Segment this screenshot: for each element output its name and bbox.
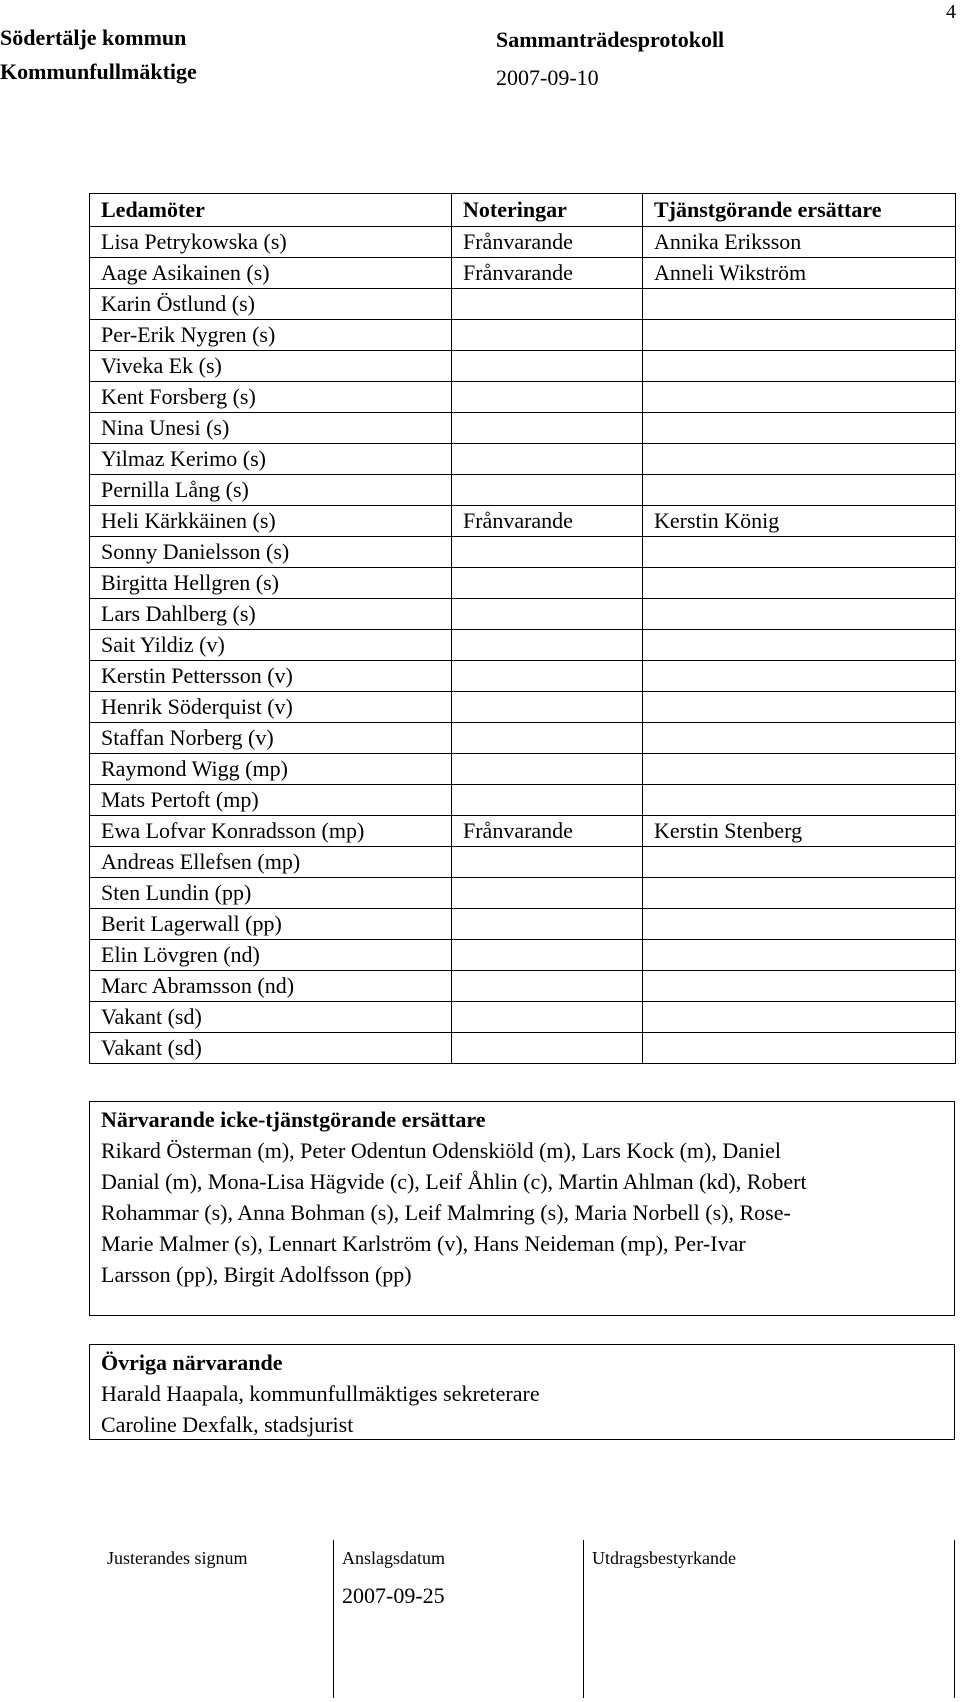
member-name: Karin Östlund (s) — [90, 289, 452, 320]
member-note — [452, 878, 643, 909]
member-name: Elin Lövgren (nd) — [90, 940, 452, 971]
member-name: Henrik Söderquist (v) — [90, 692, 452, 723]
member-name: Sonny Danielsson (s) — [90, 537, 452, 568]
table-row — [90, 847, 956, 878]
member-substitute — [643, 568, 956, 599]
member-substitute: Anneli Wikström — [643, 258, 956, 289]
member-name: Per-Erik Nygren (s) — [90, 320, 452, 351]
member-substitute — [643, 785, 956, 816]
member-note — [452, 537, 643, 568]
table-row — [90, 475, 956, 506]
extract-certification-cell — [583, 1540, 955, 1698]
table-row — [90, 692, 956, 723]
other-present-line: Caroline Dexfalk, stadsjurist — [101, 1412, 354, 1437]
member-note — [452, 940, 643, 971]
members-table-body — [90, 227, 956, 1064]
member-name: Kerstin Pettersson (v) — [90, 661, 452, 692]
document-type: Sammanträdesprotokoll — [496, 27, 725, 52]
meeting-date: 2007-09-10 — [496, 65, 599, 90]
table-row — [90, 754, 956, 785]
member-note — [452, 785, 643, 816]
table-row — [90, 506, 956, 537]
member-substitute — [643, 754, 956, 785]
member-name: Viveka Ek (s) — [90, 351, 452, 382]
table-row — [90, 258, 956, 289]
member-name: Mats Pertoft (mp) — [90, 785, 452, 816]
member-substitute — [643, 537, 956, 568]
table-row — [90, 909, 956, 940]
member-note — [452, 444, 643, 475]
table-row — [90, 723, 956, 754]
member-note — [452, 630, 643, 661]
non-serving-substitutes-box — [89, 1101, 955, 1316]
signum-cell — [101, 1540, 333, 1698]
table-row — [90, 878, 956, 909]
posting-date-label: Anslagsdatum — [342, 1548, 445, 1568]
non-serving-substitutes-line: Rikard Österman (m), Peter Odentun Odenskiöld (m), Lars Kock (m), Daniel — [101, 1138, 781, 1163]
table-row — [90, 1033, 956, 1064]
member-name: Vakant (sd) — [90, 1002, 452, 1033]
member-substitute — [643, 661, 956, 692]
member-name: Sait Yildiz (v) — [90, 630, 452, 661]
table-row — [90, 599, 956, 630]
members-table — [89, 193, 956, 1064]
member-note — [452, 909, 643, 940]
table-row — [90, 537, 956, 568]
member-substitute — [643, 630, 956, 661]
non-serving-substitutes-line: Marie Malmer (s), Lennart Karlström (v), Hans Neideman (mp), Per-Ivar — [101, 1231, 746, 1256]
member-substitute — [643, 351, 956, 382]
non-serving-substitutes-line: Rohammar (s), Anna Bohman (s), Leif Malmring (s), Maria Norbell (s), Rose- — [101, 1200, 791, 1225]
member-note: Frånvarande — [452, 816, 643, 847]
member-name: Nina Unesi (s) — [90, 413, 452, 444]
member-substitute — [643, 847, 956, 878]
member-note — [452, 971, 643, 1002]
member-substitute: Kerstin König — [643, 506, 956, 537]
member-substitute: Kerstin Stenberg — [643, 816, 956, 847]
member-note — [452, 847, 643, 878]
table-row — [90, 289, 956, 320]
member-name: Staffan Norberg (v) — [90, 723, 452, 754]
member-note: Frånvarande — [452, 506, 643, 537]
table-row — [90, 630, 956, 661]
non-serving-substitutes-line: Danial (m), Mona-Lisa Hägvide (c), Leif Åhlin (c), Martin Ahlman (kd), Robert — [101, 1169, 807, 1194]
signature-footer — [101, 1540, 955, 1698]
member-note — [452, 661, 643, 692]
member-substitute — [643, 413, 956, 444]
table-row — [90, 320, 956, 351]
member-name: Lars Dahlberg (s) — [90, 599, 452, 630]
signum-label: Justerandes signum — [107, 1548, 248, 1568]
table-row — [90, 351, 956, 382]
member-name: Marc Abramsson (nd) — [90, 971, 452, 1002]
member-substitute — [643, 909, 956, 940]
table-row — [90, 785, 956, 816]
table-row — [90, 227, 956, 258]
column-header-members: Ledamöter — [90, 194, 452, 227]
posting-date-cell — [333, 1540, 583, 1698]
member-substitute — [643, 1002, 956, 1033]
member-note — [452, 351, 643, 382]
member-name: Raymond Wigg (mp) — [90, 754, 452, 785]
member-name: Ewa Lofvar Konradsson (mp) — [90, 816, 452, 847]
member-substitute — [643, 971, 956, 1002]
member-substitute — [643, 289, 956, 320]
member-note — [452, 599, 643, 630]
table-row — [90, 816, 956, 847]
member-note — [452, 382, 643, 413]
member-note — [452, 475, 643, 506]
other-present-box — [89, 1344, 955, 1440]
extract-certification-label: Utdragsbestyrkande — [592, 1548, 736, 1568]
non-serving-substitutes-title: Närvarande icke-tjänstgörande ersättare — [101, 1107, 486, 1132]
member-substitute — [643, 320, 956, 351]
table-row — [90, 661, 956, 692]
member-substitute — [643, 878, 956, 909]
member-note — [452, 1033, 643, 1064]
non-serving-substitutes-line: Larsson (pp), Birgit Adolfsson (pp) — [101, 1262, 412, 1287]
member-name: Birgitta Hellgren (s) — [90, 568, 452, 599]
member-substitute — [643, 444, 956, 475]
posting-date-value: 2007-09-25 — [342, 1583, 445, 1608]
table-row — [90, 940, 956, 971]
member-name: Pernilla Lång (s) — [90, 475, 452, 506]
column-header-substitutes: Tjänstgörande ersättare — [643, 194, 956, 227]
member-substitute — [643, 692, 956, 723]
table-row — [90, 971, 956, 1002]
member-note — [452, 289, 643, 320]
organization-body: Kommunfullmäktige — [0, 59, 197, 84]
member-name: Aage Asikainen (s) — [90, 258, 452, 289]
other-present-title: Övriga närvarande — [101, 1350, 283, 1375]
member-substitute: Annika Eriksson — [643, 227, 956, 258]
member-name: Vakant (sd) — [90, 1033, 452, 1064]
member-note — [452, 1002, 643, 1033]
member-name: Kent Forsberg (s) — [90, 382, 452, 413]
member-note — [452, 723, 643, 754]
member-note: Frånvarande — [452, 258, 643, 289]
table-row — [90, 568, 956, 599]
member-note — [452, 413, 643, 444]
member-substitute — [643, 940, 956, 971]
table-row — [90, 382, 956, 413]
member-note — [452, 692, 643, 723]
table-row — [90, 444, 956, 475]
members-table-header — [90, 194, 956, 227]
member-note — [452, 568, 643, 599]
member-name: Heli Kärkkäinen (s) — [90, 506, 452, 537]
member-substitute — [643, 382, 956, 413]
member-name: Andreas Ellefsen (mp) — [90, 847, 452, 878]
member-name: Yilmaz Kerimo (s) — [90, 444, 452, 475]
page-number: 4 — [946, 1, 956, 23]
member-substitute — [643, 599, 956, 630]
table-row — [90, 413, 956, 444]
member-note: Frånvarande — [452, 227, 643, 258]
member-name: Berit Lagerwall (pp) — [90, 909, 452, 940]
member-substitute — [643, 475, 956, 506]
member-substitute — [643, 1033, 956, 1064]
member-name: Lisa Petrykowska (s) — [90, 227, 452, 258]
column-header-notes: Noteringar — [452, 194, 643, 227]
other-present-line: Harald Haapala, kommunfullmäktiges sekreterare — [101, 1381, 540, 1406]
organization-name: Södertälje kommun — [0, 25, 187, 50]
member-name: Sten Lundin (pp) — [90, 878, 452, 909]
table-row — [90, 1002, 956, 1033]
member-note — [452, 754, 643, 785]
member-substitute — [643, 723, 956, 754]
member-note — [452, 320, 643, 351]
